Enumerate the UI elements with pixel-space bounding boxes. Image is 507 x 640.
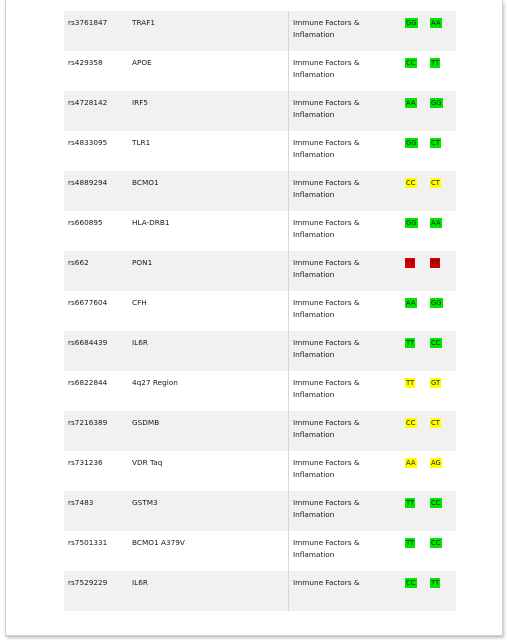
category-line-1: Immune Factors & [293,578,360,587]
gene-cell: BCMO1 [132,178,159,187]
table-row [64,531,456,571]
category-line-2: Inflamation [293,110,335,119]
category-line-1: Immune Factors & [293,338,360,347]
gene-cell: 4q27 Region [132,378,178,387]
genotype-badge-1: TT [406,339,415,347]
table-row [64,171,456,211]
category-line-1: Immune Factors & [293,418,360,427]
genotype-badge-2: CC [431,539,441,547]
category-line-2: Inflamation [293,510,335,519]
rsid-cell: rs660895 [68,218,103,227]
table-row [64,251,456,291]
table-row [64,331,456,371]
category-cell [293,17,371,41]
category-line-2: Inflamation [293,390,335,399]
genotype-badge-2: CT [431,419,440,427]
table-row [64,131,456,171]
genotype-badge-1: TT [406,379,415,387]
category-line-1: Immune Factors & [293,178,360,187]
genotype-badge-1: TT [406,539,415,547]
category-line-2: Inflamation [293,310,335,319]
gene-cell: TRAF1 [132,18,156,27]
category-line-1: Immune Factors & [293,378,360,387]
genotype-badge-2: CC [431,339,441,347]
table-row [64,571,456,611]
rsid-cell: rs4833095 [68,138,108,147]
gene-cell: GSTM3 [132,498,158,507]
rsid-cell: rs3761847 [68,18,108,27]
genotype-badge-1: AA [406,459,416,467]
category-cell [293,177,371,201]
genotype-badge-2: CT [431,179,440,187]
category-line-2: Inflamation [293,30,335,39]
table-row [64,411,456,451]
category-cell [293,497,371,521]
genotype-badge-2: AA [431,19,441,27]
rsid-cell: rs6822844 [68,378,108,387]
rsid-cell: rs731236 [68,458,103,467]
genotype-badge-1: CC [406,419,416,427]
category-line-2: Inflamation [293,270,335,279]
rsid-cell: rs6684439 [68,338,108,347]
table-row [64,291,456,331]
category-line-1: Immune Factors & [293,538,360,547]
category-cell [293,57,371,81]
category-cell [293,297,371,321]
genotype-badge-2: GG [431,299,442,307]
category-cell [293,537,371,561]
category-line-2: Inflamation [293,550,335,559]
genotype-table [64,11,456,611]
genotype-badge-2: GT [431,379,441,387]
category-cell [293,577,371,589]
gene-cell: IRF5 [132,98,149,107]
document-page [5,0,503,636]
genotype-badge-1: CC [406,59,416,67]
genotype-badge-1: TT [406,259,415,267]
table-row [64,211,456,251]
gene-cell: BCMO1 A379V [132,538,185,547]
category-line-1: Immune Factors & [293,18,360,27]
genotype-badge-1: CC [406,579,416,587]
category-cell [293,337,371,361]
table-row [64,11,456,51]
category-line-1: Immune Factors & [293,298,360,307]
category-line-2: Inflamation [293,190,335,199]
rsid-cell: rs6677604 [68,298,108,307]
genotype-badge-2: TT [431,259,440,267]
genotype-badge-2: TT [431,579,440,587]
genotype-badge-1: TT [406,499,415,507]
category-line-1: Immune Factors & [293,498,360,507]
category-line-2: Inflamation [293,430,335,439]
genotype-badge-2: AA [431,219,441,227]
category-line-2: Inflamation [293,150,335,159]
category-line-1: Immune Factors & [293,458,360,467]
category-cell [293,137,371,161]
table-row [64,371,456,411]
table-row [64,491,456,531]
category-line-2: Inflamation [293,230,335,239]
genotype-badge-2: TT [431,59,440,67]
gene-cell: GSDMB [132,418,160,427]
gene-cell: APOE [132,58,152,67]
gene-cell: IL6R [132,578,148,587]
category-line-1: Immune Factors & [293,218,360,227]
rsid-cell: rs4728142 [68,98,108,107]
genotype-badge-1: AA [406,99,416,107]
genotype-badge-2: CT [431,139,440,147]
gene-cell: CFH [132,298,147,307]
rsid-cell: rs7483 [68,498,94,507]
rsid-cell: rs429358 [68,58,103,67]
genotype-badge-1: GG [406,219,417,227]
category-line-1: Immune Factors & [293,138,360,147]
gene-cell: VDR Taq [132,458,163,467]
gene-cell: IL6R [132,338,148,347]
table-row [64,451,456,491]
genotype-badge-1: GG [406,19,417,27]
category-line-1: Immune Factors & [293,98,360,107]
category-line-2: Inflamation [293,70,335,79]
gene-cell: PON1 [132,258,153,267]
category-line-1: Immune Factors & [293,258,360,267]
category-cell [293,457,371,481]
rsid-cell: rs4889294 [68,178,108,187]
category-cell [293,257,371,281]
rsid-cell: rs7501331 [68,538,108,547]
genotype-badge-2: AG [431,459,441,467]
category-line-1: Immune Factors & [293,58,360,67]
gene-cell: HLA-DRB1 [132,218,170,227]
category-cell [293,217,371,241]
table-row [64,91,456,131]
genotype-badge-2: GG [431,99,442,107]
genotype-badge-1: CC [406,179,416,187]
rsid-cell: rs662 [68,258,89,267]
genotype-badge-1: GG [406,139,417,147]
category-line-2: Inflamation [293,470,335,479]
category-cell [293,97,371,121]
rsid-cell: rs7529229 [68,578,108,587]
category-cell [293,377,371,401]
category-cell [293,417,371,441]
rsid-cell: rs7216389 [68,418,108,427]
genotype-badge-2: CC [431,499,441,507]
table-row [64,51,456,91]
gene-cell: TLR1 [132,138,151,147]
genotype-badge-1: AA [406,299,416,307]
category-line-2: Inflamation [293,350,335,359]
